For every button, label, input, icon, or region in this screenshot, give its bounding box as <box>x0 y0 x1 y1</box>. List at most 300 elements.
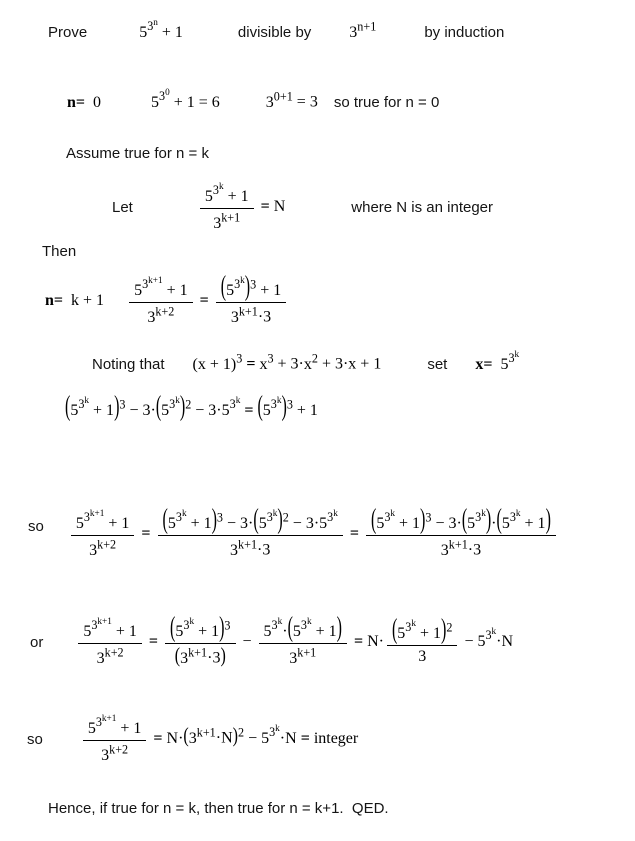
math-text: 3 <box>327 510 334 525</box>
math-text: ·N <box>279 729 297 747</box>
math-text: k <box>306 616 312 627</box>
math-bold-equals: n <box>45 292 54 309</box>
math-text: 3 <box>169 397 176 412</box>
label-then[interactable]: Then <box>42 243 77 260</box>
math-bold-equals: = <box>296 729 314 747</box>
math-sequence <box>151 87 220 111</box>
math-text: 5 <box>204 188 213 206</box>
equation-inductive-step[interactable] <box>126 272 289 326</box>
left-paren: ( <box>461 505 468 536</box>
paren-group <box>220 272 251 303</box>
exponent <box>333 508 338 518</box>
paren-group <box>183 726 238 748</box>
power <box>265 89 293 111</box>
math-sequence <box>370 505 551 536</box>
power <box>262 395 282 419</box>
exponent <box>224 618 230 632</box>
math-text: − 3· <box>191 401 222 419</box>
math-text: − 3· <box>431 515 462 533</box>
label-prove[interactable]: Prove <box>48 23 88 41</box>
math-sequence <box>65 392 318 422</box>
math-text: k <box>491 625 497 636</box>
exponent <box>267 510 278 524</box>
math-text: 3 <box>269 724 276 739</box>
math-sequence <box>180 645 221 667</box>
math-text: + 1 <box>157 23 183 41</box>
exponent <box>159 89 170 103</box>
equation-expanded-identity[interactable] <box>65 392 318 422</box>
math-text: 3 <box>83 510 90 525</box>
power <box>370 505 432 536</box>
power <box>271 397 282 411</box>
math-text: k <box>277 616 283 627</box>
exponent <box>97 537 116 551</box>
math-text: 3 <box>384 510 391 525</box>
math-text: · <box>282 623 288 641</box>
power <box>75 508 105 533</box>
equation-so-first[interactable] <box>68 505 559 559</box>
math-text: 2 <box>185 397 192 412</box>
math-text: 2 <box>237 724 245 739</box>
power <box>78 397 89 411</box>
power <box>183 724 245 748</box>
math-text: 5 <box>467 515 476 533</box>
math-text: k+1 <box>297 645 317 660</box>
math-text: + 1 <box>311 623 337 641</box>
math-bold-equals: = <box>242 355 260 373</box>
exponent <box>105 645 124 659</box>
math-text: k + 1 <box>63 292 105 309</box>
label-noting-that[interactable]: Noting that <box>92 355 165 373</box>
math-text: 5 <box>221 401 230 419</box>
power <box>221 395 241 419</box>
power <box>259 351 274 373</box>
equation-base-modulus[interactable] <box>266 90 318 112</box>
exponent <box>155 304 174 318</box>
math-text: 3 <box>250 277 257 292</box>
math-sequence <box>220 272 282 303</box>
power <box>501 508 521 533</box>
exponent <box>169 397 180 411</box>
math-text: 3 <box>183 618 190 633</box>
math-text: − <box>460 632 478 650</box>
math-text: 5 <box>319 515 328 533</box>
left-paren: ( <box>370 505 377 536</box>
math-sequence <box>440 537 482 559</box>
math-text: 5 <box>263 623 272 641</box>
exponent <box>510 510 521 524</box>
label-or[interactable]: or <box>30 633 44 651</box>
math-text: k <box>275 722 280 733</box>
worksheet-row-so-first <box>0 486 635 582</box>
right-paren: ) <box>232 724 238 748</box>
right-paren: ) <box>114 392 120 422</box>
power <box>84 510 105 524</box>
right-paren: ) <box>211 505 217 536</box>
math-sequence <box>75 613 514 668</box>
math-text: 5 <box>87 720 96 738</box>
power <box>169 397 180 411</box>
power <box>485 625 497 642</box>
math-text: 3 <box>175 510 182 525</box>
math-text: k <box>411 618 416 629</box>
right-paren: ) <box>336 613 342 644</box>
math-text: 5 <box>501 515 510 533</box>
power <box>96 715 117 729</box>
math-text: 5 <box>139 23 148 41</box>
power <box>139 17 158 41</box>
math-sequence <box>139 17 183 41</box>
worksheet-row-prove <box>0 18 635 42</box>
math-sequence <box>70 395 115 419</box>
left-paren: ( <box>162 505 168 536</box>
label-where-integer[interactable]: where N is an integer <box>351 198 494 216</box>
math-text: k+2 <box>109 742 129 757</box>
numerator <box>216 272 286 303</box>
right-paren: ) <box>179 392 186 422</box>
math-text: 5 <box>292 623 301 641</box>
math-text: k <box>481 508 486 519</box>
right-paren: ) <box>485 505 492 536</box>
label-set[interactable]: set <box>427 355 448 373</box>
math-text: − 3· <box>288 515 320 533</box>
power <box>91 618 112 632</box>
math-text: 2 <box>446 620 453 635</box>
math-text: k+2 <box>155 304 175 319</box>
power <box>500 349 520 373</box>
power <box>405 620 416 634</box>
math-text: + 1 <box>223 188 249 206</box>
worksheet-row-noting <box>0 350 635 374</box>
math-text: 3 <box>142 277 149 292</box>
math-text: 3 <box>229 397 236 412</box>
math-text: 3 <box>405 620 412 635</box>
math-text: 3 <box>508 351 515 366</box>
math-text: k <box>240 275 245 286</box>
math-text: k <box>189 616 195 627</box>
math-sequence <box>126 272 289 326</box>
math-sequence <box>263 613 342 644</box>
math-text: + 3· <box>273 355 304 373</box>
fraction <box>78 616 142 667</box>
power <box>147 304 175 326</box>
left-paren: ( <box>391 615 398 645</box>
exponent <box>213 183 224 197</box>
worksheet-row-assume <box>0 145 635 162</box>
fraction <box>216 272 286 326</box>
worksheet-row-let <box>0 170 635 244</box>
power <box>234 277 245 291</box>
power <box>162 505 223 536</box>
math-bold-equals: = <box>349 632 368 650</box>
math-sequence <box>376 508 421 533</box>
math-text: 3 <box>119 397 126 412</box>
equation-cube-identity[interactable] <box>193 352 382 374</box>
exponent <box>508 351 519 365</box>
math-bold-equals: = <box>149 729 167 747</box>
math-bold-equals: n <box>67 93 76 111</box>
math-text: N· <box>166 729 184 747</box>
exponent <box>269 722 280 739</box>
right-paren: ) <box>441 615 447 645</box>
power <box>475 510 486 524</box>
math-text: 3 <box>101 746 110 764</box>
power <box>167 508 187 533</box>
power <box>213 183 224 197</box>
fraction <box>71 508 135 559</box>
math-text: 5 <box>226 282 235 300</box>
math-text: 5 <box>397 624 406 642</box>
math-sequence <box>292 616 337 641</box>
math-text: k <box>181 508 187 519</box>
numerator <box>78 616 142 644</box>
label-let[interactable]: Let <box>112 198 133 216</box>
math-sequence <box>75 508 130 533</box>
math-sequence <box>83 616 137 641</box>
math-text: k <box>175 395 180 405</box>
numerator <box>71 508 135 536</box>
math-text: + 1 <box>186 515 212 533</box>
power <box>176 510 187 524</box>
math-text: = 3 <box>292 93 318 111</box>
math-sequence <box>80 713 359 764</box>
left-paren: ( <box>220 272 227 303</box>
math-text: 5 <box>151 93 160 111</box>
equation-so-second[interactable] <box>80 713 358 764</box>
exponent <box>84 510 105 524</box>
power <box>87 713 117 738</box>
math-sequence <box>68 505 559 559</box>
math-text: 5 <box>175 623 184 641</box>
paren-group <box>461 505 492 536</box>
exponent <box>449 537 468 551</box>
math-sequence <box>167 508 212 533</box>
denominator <box>441 536 481 560</box>
worksheet-row-so-second <box>0 698 635 780</box>
math-bold-equals: = <box>75 93 86 111</box>
left-paren: ( <box>287 613 293 644</box>
paren-group <box>287 613 342 644</box>
math-text: k+2 <box>97 537 117 552</box>
math-text: + 1 <box>194 623 220 641</box>
math-bold-equals: = <box>144 632 163 650</box>
math-text: 3 <box>266 510 273 525</box>
power <box>101 742 129 764</box>
label-so-true-n0[interactable]: so true for n = 0 <box>333 93 440 111</box>
math-text: 5 <box>70 401 79 419</box>
equation-modulus[interactable] <box>349 20 376 42</box>
label-assume[interactable]: Assume true for n = k <box>66 145 209 162</box>
equation-prove-expression[interactable] <box>139 18 183 42</box>
equation-or[interactable] <box>75 613 514 668</box>
right-paren: ) <box>277 505 283 536</box>
fraction <box>129 275 193 326</box>
power <box>391 615 453 645</box>
power <box>96 645 124 667</box>
math-bold-equals: = <box>195 291 213 309</box>
power <box>397 618 416 642</box>
equation-let-definition[interactable] <box>197 181 285 232</box>
math-sequence <box>188 724 233 747</box>
equation-base-eval[interactable] <box>151 88 220 112</box>
math-text: k <box>514 349 520 359</box>
math-sequence <box>397 618 442 642</box>
label-by-induction[interactable]: by induction <box>424 23 505 41</box>
math-text: + 1 <box>256 282 282 300</box>
math-text: 3 <box>418 647 427 665</box>
equation-n-equals-k-plus-1[interactable] <box>45 292 104 310</box>
power <box>83 616 112 641</box>
numerator <box>259 613 347 644</box>
math-text: − <box>244 729 262 747</box>
power <box>257 392 293 422</box>
left-paren: ( <box>65 392 71 422</box>
math-text: 5 <box>477 632 486 650</box>
power <box>319 508 338 533</box>
power <box>261 722 280 747</box>
math-text: 5 <box>75 515 84 533</box>
right-paren: ) <box>281 392 287 422</box>
math-text: + 1 <box>395 515 421 533</box>
left-paren: ( <box>496 505 502 536</box>
math-sequence <box>192 351 382 373</box>
math-text: n <box>153 17 158 27</box>
math-text: − 3· <box>125 401 156 419</box>
power <box>180 645 208 667</box>
math-text: 3 <box>96 649 105 667</box>
power <box>230 304 258 326</box>
math-text: ·3 <box>257 308 272 326</box>
math-text: k+1 <box>188 645 208 660</box>
power <box>303 351 318 373</box>
math-text: 5 <box>262 401 271 419</box>
math-text: − 3· <box>223 515 254 533</box>
numerator <box>158 505 343 536</box>
math-text: 2 <box>282 510 289 525</box>
math-text: 3 <box>267 351 274 366</box>
math-text: N <box>273 197 286 215</box>
math-text: 3 <box>349 23 358 41</box>
power <box>272 618 283 632</box>
exponent <box>357 19 376 33</box>
math-text: 3 <box>188 729 197 747</box>
power <box>440 537 468 559</box>
power <box>349 19 377 41</box>
math-text: ·N <box>496 632 514 650</box>
math-text: + 1 <box>162 282 188 300</box>
math-text: 3 <box>212 183 219 198</box>
right-paren: ) <box>219 613 225 644</box>
power <box>183 618 194 632</box>
exponent <box>271 397 282 411</box>
equation-set-x[interactable] <box>475 350 519 374</box>
denominator <box>231 303 271 327</box>
math-sequence <box>45 292 104 309</box>
left-paren: ( <box>253 505 259 536</box>
math-text: 3 <box>78 397 85 412</box>
fraction <box>387 615 457 666</box>
power <box>147 19 158 33</box>
math-text: 3 <box>485 627 492 642</box>
math-text: + 3·x + 1 <box>317 355 382 373</box>
math-text: k <box>390 508 396 519</box>
worksheet-row-or <box>0 596 635 688</box>
power <box>151 87 170 111</box>
math-text: 0+1 <box>273 89 293 104</box>
power <box>70 395 90 419</box>
label-hence-qed[interactable]: Hence, if true for n = k, then true for n = k+1. QED. <box>48 800 389 817</box>
right-paren: ) <box>545 505 551 536</box>
math-sequence <box>134 275 188 300</box>
exponent <box>91 618 112 632</box>
numerator <box>200 181 254 209</box>
math-text: k <box>84 395 90 405</box>
left-paren: ( <box>170 613 176 644</box>
math-text: + 1 = 6 <box>169 93 220 111</box>
math-text: k <box>276 395 282 405</box>
math-text: 3 <box>236 351 243 366</box>
power <box>292 616 312 641</box>
math-text: 3 <box>230 308 239 326</box>
label-so-1[interactable]: so <box>28 517 44 535</box>
math-text: 3 <box>147 308 156 326</box>
math-text: 5 <box>161 401 170 419</box>
math-text: 3 <box>89 541 98 559</box>
exponent <box>109 742 128 756</box>
math-text: k+1 <box>221 210 241 225</box>
label-so-2[interactable]: so <box>27 730 43 748</box>
equation-n-equals-0[interactable] <box>67 94 101 112</box>
math-text: x <box>259 355 268 373</box>
paren-group <box>391 615 447 645</box>
math-sequence <box>475 349 520 373</box>
power <box>289 645 317 667</box>
math-text: ·3 <box>257 541 271 559</box>
math-text: 3 <box>147 19 154 34</box>
math-text: N· <box>367 632 384 650</box>
math-text: + 1 <box>104 515 130 533</box>
math-text: k <box>235 395 241 405</box>
power <box>230 537 258 559</box>
power <box>301 618 312 632</box>
math-text: 5 <box>134 282 143 300</box>
math-sequence <box>87 713 142 738</box>
math-bold-equals: = <box>345 524 363 542</box>
power <box>220 272 257 303</box>
label-divisible-by[interactable]: divisible by <box>237 23 312 41</box>
math-text: ·3 <box>467 541 482 559</box>
paren-group <box>65 392 120 422</box>
exponent <box>238 537 257 551</box>
power <box>226 275 245 300</box>
exponent <box>446 620 452 634</box>
math-text: + 1 <box>416 624 442 642</box>
power <box>467 508 486 533</box>
denominator <box>101 741 128 765</box>
power <box>253 505 289 536</box>
denominator <box>147 303 174 327</box>
numerator <box>165 613 235 644</box>
math-bold-equals: = <box>53 292 64 309</box>
math-text: k <box>515 508 521 519</box>
math-text: k+2 <box>104 645 124 660</box>
exponent <box>221 210 240 224</box>
power <box>269 722 280 739</box>
exponent <box>327 510 338 524</box>
exponent <box>102 713 116 723</box>
paren-group <box>253 505 283 536</box>
power <box>327 510 338 524</box>
